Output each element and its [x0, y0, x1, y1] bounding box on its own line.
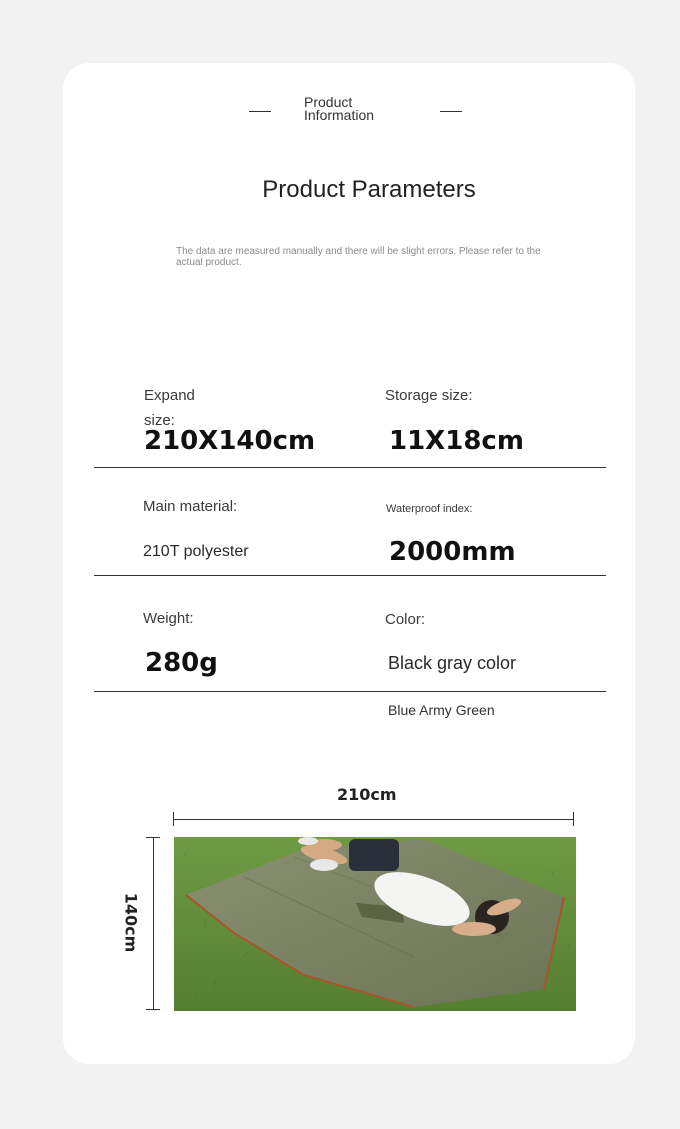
- divider-3: [94, 691, 606, 692]
- weight-label: Weight:: [143, 610, 194, 627]
- waterproof-index-label: Waterproof index:: [386, 503, 473, 515]
- mat-illustration: [174, 837, 576, 1011]
- product-photo: [174, 837, 576, 1011]
- page-title: Product Parameters: [262, 176, 476, 203]
- weight-value: 280g: [145, 648, 218, 678]
- divider-2: [94, 575, 606, 576]
- header-line-1: Product: [304, 94, 353, 110]
- height-dimension-line: [153, 837, 154, 1010]
- expand-size-label-line1: Expand: [144, 387, 195, 404]
- waterproof-index-value: 2000mm: [389, 537, 516, 567]
- color-value-2: Blue Army Green: [388, 702, 495, 718]
- width-dimension-line: [173, 819, 574, 820]
- width-dimension-tick-right: [573, 812, 574, 826]
- main-material-value: 210T polyester: [143, 543, 249, 560]
- storage-size-value: 11X18cm: [389, 426, 524, 456]
- header-dash-left: [249, 111, 271, 112]
- main-material-label: Main material:: [143, 498, 238, 515]
- section-header: [304, 96, 374, 122]
- expand-size-value: 210X140cm: [144, 426, 316, 456]
- color-value-1: Black gray color: [388, 653, 517, 673]
- height-dimension-tick-bottom: [146, 1009, 160, 1010]
- height-dimension-tick-top: [146, 837, 160, 838]
- width-dimension-label: 210cm: [337, 785, 397, 804]
- header-dash-right: [440, 111, 462, 112]
- divider-1: [94, 467, 606, 468]
- width-dimension-tick-left: [173, 812, 174, 826]
- header-line-2: Information: [304, 107, 375, 123]
- expand-size-label-line2: size:: [144, 412, 175, 429]
- height-dimension-label: 140cm: [121, 892, 141, 953]
- measurement-note: The data are measured manually and there will be slight errors. Please refer to the actual product.: [176, 246, 541, 268]
- color-label: Color:: [385, 611, 426, 628]
- storage-size-label: Storage size:: [385, 387, 473, 404]
